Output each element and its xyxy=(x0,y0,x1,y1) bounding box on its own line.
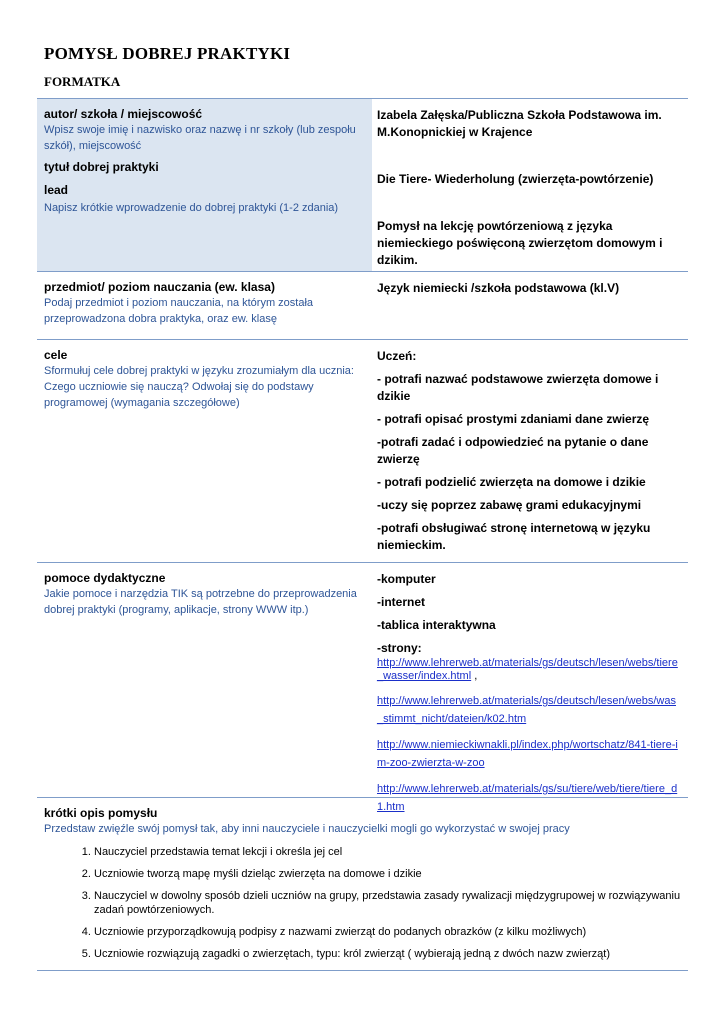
aids-value-cell xyxy=(372,563,688,813)
page-title: POMYSŁ DOBREJ PRAKTYKI xyxy=(44,44,291,63)
step-item: 5. Uczniowie rozwiązują zagadki o zwierzętach, typu: król zwierząt ( wybierają jedną z dwóch nazw zwierząt) xyxy=(94,947,682,961)
subject-value-cell xyxy=(372,272,688,339)
author-hint: Wpisz swoje imię i nazwisko oraz nazwę i nr szkoły (lub zespołu szkół), miejscowość xyxy=(44,124,356,152)
goal-item: - potrafi nazwać podstawowe zwierzęta domowe i dzikie xyxy=(377,372,659,403)
description-cell xyxy=(37,798,688,970)
step-item: 1. Nauczyciel przedstawia temat lekcji i określa jej cel xyxy=(94,845,682,859)
resource-link[interactable]: http://www.lehrerweb.at/materials/gs/deutsch/lesen/webs/was_stimmt_nicht/dateien/k02.htm xyxy=(377,695,676,725)
subject-value: Język niemiecki /szkoła podstawowa (kl.V) xyxy=(377,281,620,295)
goals-label: cele xyxy=(44,348,68,362)
goals-intro: Uczeń: xyxy=(377,349,417,363)
description-hint: Przedstaw zwięźle swój pomysł tak, aby inni nauczyciele i nauczycielki mogli go wykorzystać w swojej pracy xyxy=(44,823,570,835)
link-line xyxy=(377,691,682,727)
resource-link[interactable]: http://www.niemieckiwnakli.pl/index.php/wortschatz/841-tiere-im-zoo-zwierzta-w-zoo xyxy=(377,739,678,769)
goal-item: - potrafi podzielić zwierzęta na domowe i dzikie xyxy=(377,475,646,489)
aid-item: -tablica interaktywna xyxy=(377,618,496,632)
title-value: Die Tiere- Wiederholung (zwierzęta-powtórzenie) xyxy=(377,172,654,186)
step-item: 2. Uczniowie tworzą mapę myśli dzieląc zwierzęta na domowe i dzikie xyxy=(94,867,682,881)
lead-value: Pomysł na lekcję powtórzeniową z języka niemieckiego poświęconą zwierzętom domowym i dzikim. xyxy=(377,219,663,267)
link-line xyxy=(377,735,682,771)
author-label-cell xyxy=(37,99,372,271)
aids-label-cell xyxy=(37,563,372,797)
page-subtitle: FORMATKA xyxy=(44,74,121,89)
row-goals xyxy=(37,339,688,562)
aids-hint: Jakie pomoce i narzędzia TIK są potrzebne do przeprowadzenia dobrej praktyki (programy, aplikacje, strony WWW itp.) xyxy=(44,588,357,616)
goal-item: -uczy się poprzez zabawę grami edukacyjnymi xyxy=(377,498,642,512)
link-line xyxy=(377,657,682,683)
aid-item: -komputer xyxy=(377,572,436,586)
author-label: autor/ szkoła / miejscowość xyxy=(44,107,203,121)
row-subject-level xyxy=(37,271,688,339)
row-author-title-lead xyxy=(37,98,688,271)
row-description xyxy=(37,797,688,971)
subject-hint: Podaj przedmiot i poziom nauczania, na którym została przeprowadzona dobra praktyka, oraz ew. klasę xyxy=(44,297,314,325)
goals-value-cell xyxy=(372,340,688,562)
step-item: 3. Nauczyciel w dowolny sposób dzieli uczniów na grupy, przedstawia zasady rywalizacji międzygrupowej w rozwiązywaniu zadań powtórzeniowych. xyxy=(94,889,682,917)
description-label: krótki opis pomysłu xyxy=(44,806,158,820)
step-item: 4. Uczniowie przyporządkowują podpisy z nazwami zwierząt do podanych obrazków (z kilku możliwych) xyxy=(94,925,682,939)
author-value: Izabela Załęska/Publiczna Szkoła Podstawowa im. M.Konopnickiej w Krajence xyxy=(377,108,662,139)
aid-item: -strony: xyxy=(377,641,422,655)
aids-label: pomoce dydaktyczne xyxy=(44,571,166,585)
title-label: tytuł dobrej praktyki xyxy=(44,160,159,174)
goals-label-cell xyxy=(37,340,372,562)
lead-label: lead xyxy=(44,183,69,197)
link-separator: , xyxy=(471,670,478,682)
subject-label-cell xyxy=(37,272,372,339)
steps-list xyxy=(44,845,682,961)
goal-item: - potrafi opisać prostymi zdaniami dane zwierzę xyxy=(377,412,650,426)
goal-item: -potrafi zadać i odpowiedzieć na pytanie o dane zwierzę xyxy=(377,435,649,466)
subject-label: przedmiot/ poziom nauczania (ew. klasa) xyxy=(44,280,275,294)
form-table xyxy=(37,98,688,971)
author-value-cell xyxy=(372,99,688,271)
lead-hint: Napisz krótkie wprowadzenie do dobrej praktyki (1-2 zdania) xyxy=(44,202,339,214)
aid-item: -internet xyxy=(377,595,425,609)
goals-hint: Sformułuj cele dobrej praktyki w języku zrozumiałym dla ucznia: Czego uczniowie się nauczą? Odwołaj się do podstawy programowej (wymagania szczegółowe) xyxy=(44,365,354,409)
goal-item: -potrafi obsługiwać stronę internetową w języku niemieckim. xyxy=(377,521,651,552)
resource-link[interactable]: http://www.lehrerweb.at/materials/gs/su/tiere/web/tiere/tiere_d1.htm xyxy=(377,783,678,813)
resource-link[interactable]: http://www.lehrerweb.at/materials/gs/deutsch/lesen/webs/tiere_wasser/index.html xyxy=(377,657,678,682)
